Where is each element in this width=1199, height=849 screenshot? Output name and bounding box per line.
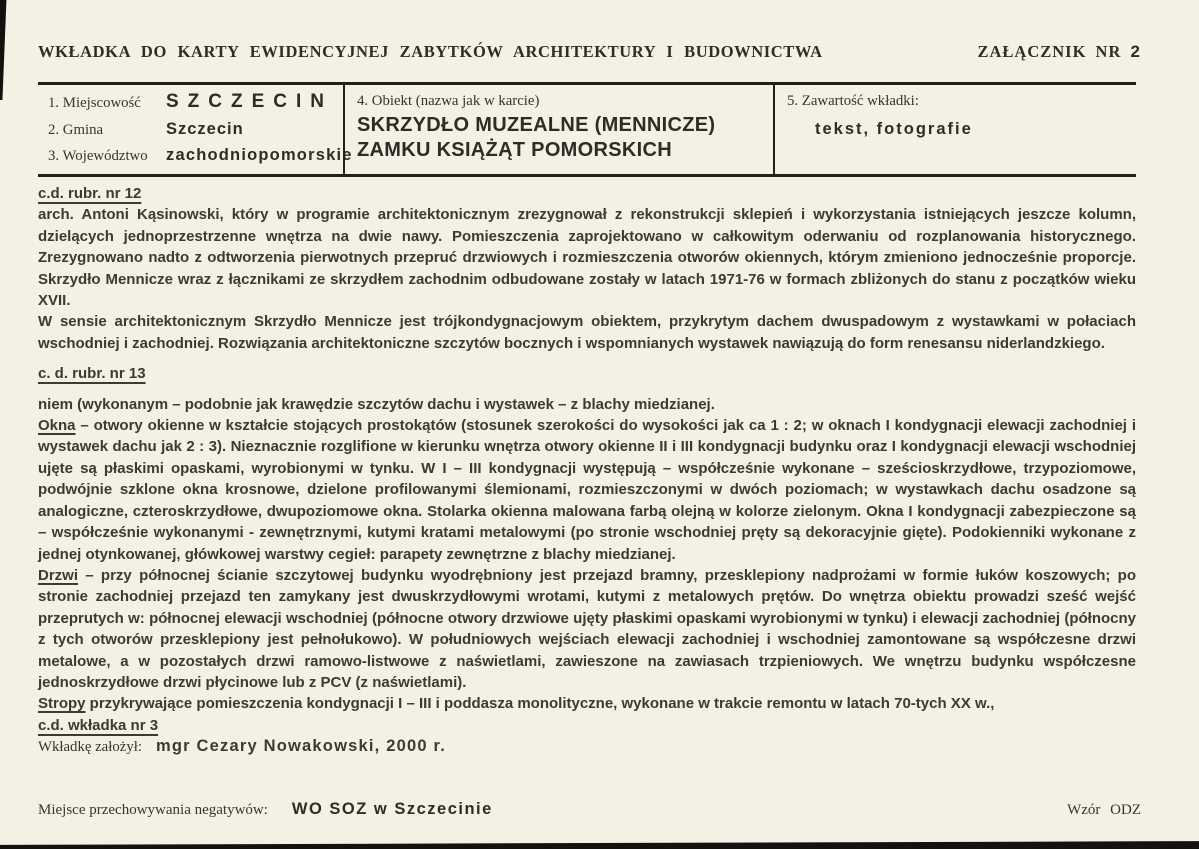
rubr12-paragraph-2: W sensie architektonicznym Skrzydło Mennicze jest trójkondygnacjowym obiektem, przykrytym dachem dwuspadowym z wystawkami w połaciach wschodniej i zachodniej. Rozwiązania architektoniczne szczytów bocznych i wspomnianych wystawek nawiązują do form renesansu niderlandzkiego.	[38, 313, 1136, 352]
attachment-label: ZAŁĄCZNIK NR	[977, 42, 1122, 61]
rubr13-okna-paragraph	[38, 415, 1136, 565]
document-body	[38, 183, 1136, 759]
page-title: WKŁADKA DO KARTY EWIDENCYJNEJ ZABYTKÓW ARCHITEKTURY I BUDOWNICTWA	[38, 42, 823, 61]
field-value-wojewodztwo: zachodniopomorskie	[166, 146, 353, 164]
field-value-gmina: Szczecin	[166, 120, 244, 138]
stropy-text: przykrywające pomieszczenia kondygnacji I – III i poddasza monolityczne, wykonane w trakcie remontu w latach 70-tych XX w.,	[85, 695, 995, 713]
rubr13-drzwi-paragraph	[38, 565, 1136, 693]
section-heading-rubr13: c. d. rubr. nr 13	[38, 365, 146, 383]
page-footer	[38, 800, 1141, 819]
contents-column	[773, 85, 1136, 176]
form-model-label: Wzór ODZ	[1067, 802, 1141, 818]
section-heading-rubr12: c.d. rubr. nr 12	[38, 185, 142, 202]
term-stropy: Stropy	[38, 695, 86, 713]
term-drzwi: Drzwi	[38, 566, 79, 584]
negatives-value: WO SOZ w Szczecinie	[291, 800, 493, 818]
field-wojewodztwo	[48, 146, 353, 165]
field-value-miejscowosc: SZCZECIN	[166, 91, 333, 112]
field-value-zawartosc: tekst, fotografie	[815, 120, 973, 138]
field-miejscowosc	[48, 91, 337, 113]
continuation-heading: c.d. wkładka nr 3	[38, 716, 159, 734]
negatives-row	[38, 800, 493, 819]
founder-label: Wkładkę założył:	[38, 739, 142, 756]
page-header	[38, 42, 1141, 62]
object-column	[343, 85, 773, 176]
object-name-line1: SKRZYDŁO MUZEALNE (MENNICZE)	[357, 114, 716, 136]
info-table	[38, 82, 1136, 177]
field-label-zawartosc: 5. Zawartość wkładki:	[787, 93, 919, 109]
field-gmina	[48, 120, 337, 139]
field-label-gmina: 2. Gmina	[48, 122, 104, 138]
rubr12-paragraph-1: arch. Antoni Kąsinowski, który w programie architektonicznym zrezygnował z rekonstrukcji sklepień i wykorzystania istniejących jeszcze kolumn, dzielących jednoprzestrzenne wnętrza na dwie nawy. Pomieszczenia zaprojektowano w całkowitym oderwaniu od rozplanowania historycznego. Zrezygnowano nadto z odtworzenia pierwotnych przepruć drzwiowych i rozmieszczenia otworów okiennych, którym zmieniono jednocześnie proporcje. Skrzydło Mennicze wraz z łącznikami ze skrzydłem zachodnim odbudowane zostały w latach 1971-76 w formach zbliżonych do stanu z początków wieku XVII.	[38, 206, 1136, 310]
rubr13-stropy-paragraph	[38, 693, 1136, 714]
field-label-wojewodztwo: 3. Województwo	[48, 148, 148, 164]
object-name-line2: ZAMKU KSIĄŻĄT POMORSKICH	[357, 139, 672, 161]
drzwi-text: – przy północnej ścianie szczytowej budynku wyodrębniony jest przejazd bramny, przesklepiony nadprożami w formie łuków koszowych; po stronie zachodniej przejazd ten zamykany jest dwuskrzydłowymi wrotami, kutymi z metalowych prętów. Do wnętrza obiektu prowadzi sześć wejść przeprutych w: północnej elewacji wschodniej (północne otwory drzwiowe ujęty płaskimi opaskami wyrobionymi w tynku) i elewacji zachodniej (północny z tych otworów przesklepiony jest pełnołukowo). W południowych wejściach elewacji zachodniej i wschodniej zamontowane są współczesne drzwi metalowe, a w pozostałych drzwi ramowo-listwowe z naświetlami, zawieszone na zawiasach trzpieniowych. We wnętrzu budynku współczesne jednoskrzydłowe drzwi płycinowe lub z PCV (z naświetlami).	[38, 566, 1136, 691]
term-okna: Okna	[38, 417, 76, 435]
negatives-label: Miejsce przechowywania negatywów:	[38, 802, 268, 818]
field-label-obiekt: 4. Obiekt (nazwa jak w karcie)	[357, 93, 540, 109]
rubr13-intro: niem (wykonanym – podobnie jak krawędzie szczytów dachu i wystawek – z blachy miedzianej.	[38, 395, 715, 413]
scan-edge-artifact-bottom	[0, 841, 1199, 849]
attachment-number-value: 2	[1130, 42, 1141, 61]
field-label-miejscowosc: 1. Miejscowość	[48, 95, 141, 111]
okna-text: – otwory okienne w kształcie stojących prostokątów (stosunek szerokości do wysokości jak ca 1 : 2; w oknach I kondygnacji elewacji zachodniej i wystawek dachu jak 2 : 3). Nieznacznie rozglifione w kierunku wnętrza otwory okienne II i III kondygnacji budynku oraz I kondygnacji elewacji wschodniej ujęte są płaskimi opaskami, wyrobionymi w tynku. W I – III kondygnacji występują – współcześnie wykonane – sześcioskrzydłowe, trzypoziomowe, podwójnie szklone okna krosnowe, dzielone profilowanymi ślemionami, rozmieszczonymi w dwóch poziomach; w wystawkach dachu osadzone są analogiczne, czteroskrzydłowe, dwupoziomowe okna. Stolarka okienna malowana farbą olejną w kolorze zielonym. Okna I kondygnacji zabezpieczone są – współcześnie wykonanymi - zewnętrznymi, kutymi kratami metalowymi (po stronie wschodniej pręty są dekoracyjnie gięte). Podokienniki wykonane z jednej otynkowanej, główkowej warstwy cegieł: parapety zewnętrzne z blachy miedzianej.	[38, 417, 1136, 563]
location-column	[38, 85, 353, 176]
scan-edge-artifact-left	[0, 0, 11, 100]
founder-value: mgr Cezary Nowakowski, 2000 r.	[155, 737, 446, 756]
founder-row	[38, 736, 1136, 758]
attachment-number	[978, 42, 1142, 62]
